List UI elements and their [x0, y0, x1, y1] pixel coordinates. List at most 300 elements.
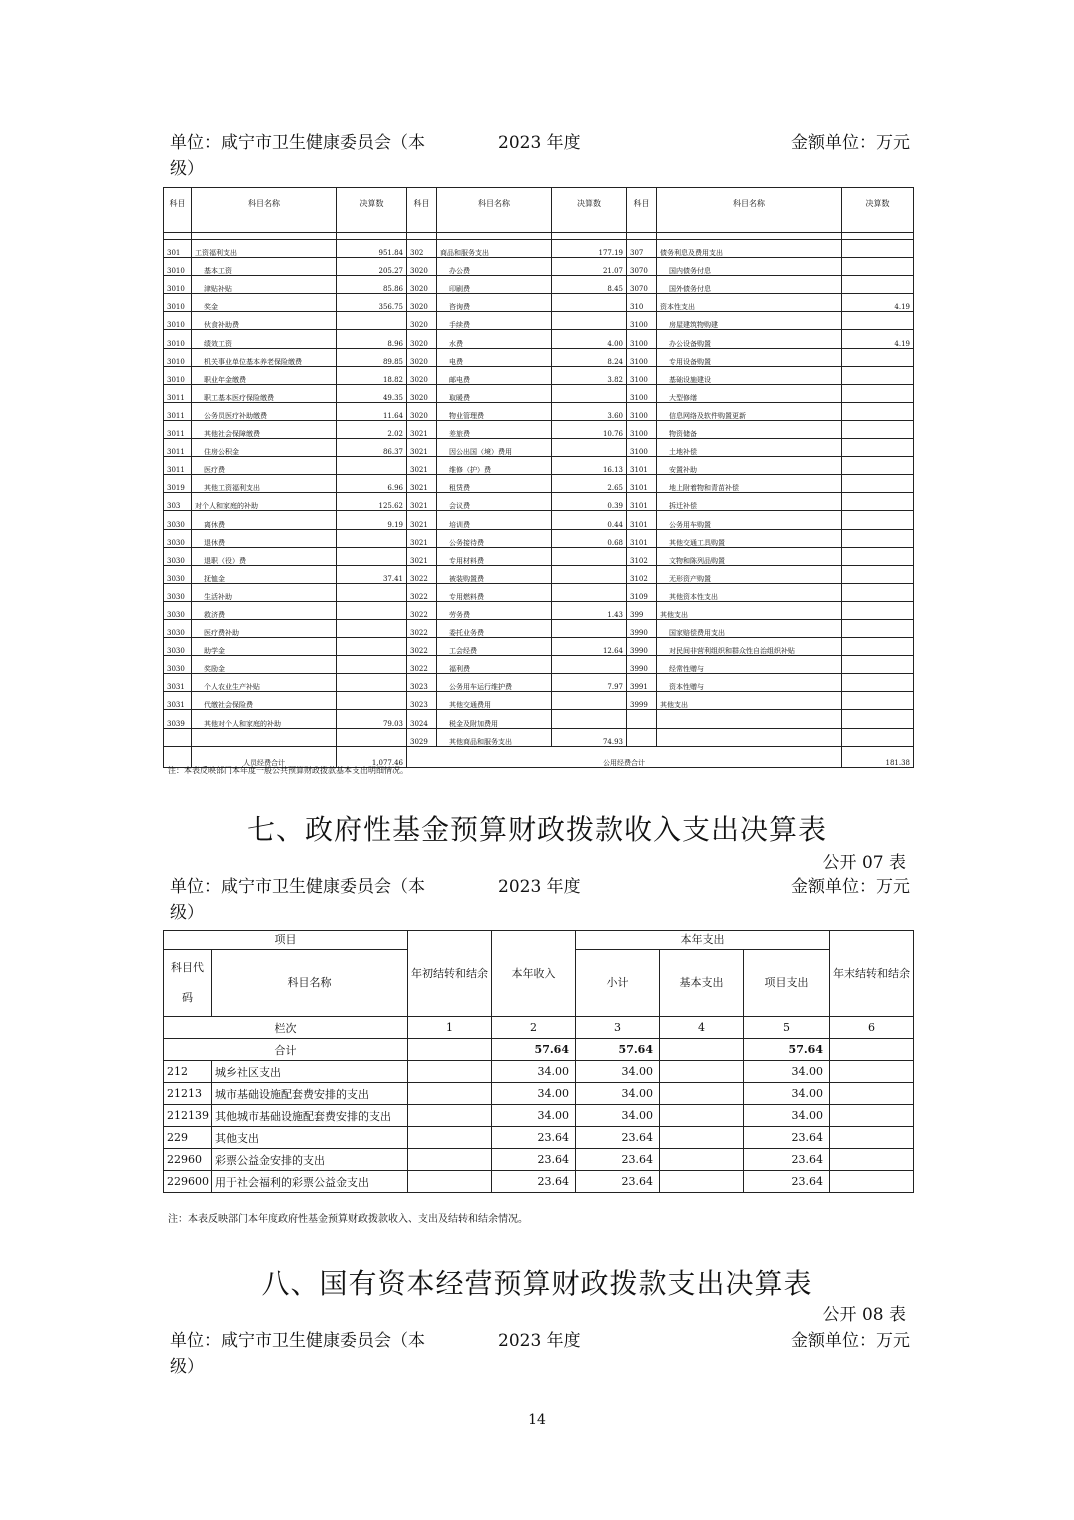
table-cell: 37.41 — [337, 565, 407, 583]
table-cell-name: 彩票公益金安排的支出 — [212, 1149, 408, 1171]
table-row — [164, 601, 914, 619]
table-cell: 310 — [627, 294, 657, 312]
table-cell — [337, 529, 407, 547]
table-cell: 205.27 — [337, 258, 407, 276]
table-cell: 其他社会保障缴费 — [192, 420, 337, 438]
table-cell: 取暖费 — [437, 384, 552, 402]
table-cell: 印刷费 — [437, 276, 552, 294]
table-cell: 劳务费 — [437, 601, 552, 619]
table-cell: 3102 — [627, 565, 657, 583]
table-cell-project: 34.00 — [744, 1061, 830, 1083]
column-number-row — [164, 1017, 914, 1039]
header-project-exp: 项目支出 — [744, 950, 830, 1017]
total-basic — [660, 1039, 744, 1061]
table-cell: 专用材料费 — [437, 547, 552, 565]
table-cell: 3030 — [164, 601, 192, 619]
table-cell: 退休费 — [192, 529, 337, 547]
table-cell: 3010 — [164, 330, 192, 348]
spacer-cell — [337, 233, 407, 240]
table-cell: 3020 — [407, 384, 437, 402]
header-cell: 科目 — [407, 188, 437, 233]
table-cell: 3010 — [164, 294, 192, 312]
table-cell: 退职（役）费 — [192, 547, 337, 565]
header-name: 科目名称 — [212, 950, 408, 1017]
table-cell: 1.43 — [552, 601, 627, 619]
table-cell: 抚恤金 — [192, 565, 337, 583]
table-cell-end — [830, 1127, 914, 1149]
table-cell-code: 229 — [164, 1127, 212, 1149]
spacer-cell — [192, 233, 337, 240]
unit-label-cont: 级） — [170, 159, 204, 179]
table-cell — [842, 692, 914, 710]
table-cell: 303 — [164, 493, 192, 511]
table-cell: 3011 — [164, 402, 192, 420]
spacer-cell — [437, 233, 552, 240]
table-cell — [337, 312, 407, 330]
table-cell — [842, 638, 914, 656]
table-cell: 3020 — [407, 258, 437, 276]
table-cell: 3023 — [407, 692, 437, 710]
table-cell: 89.85 — [337, 348, 407, 366]
table-cell: 3070 — [627, 258, 657, 276]
table-cell: 水费 — [437, 330, 552, 348]
table-cell: 3100 — [627, 402, 657, 420]
table-cell-basic — [660, 1171, 744, 1193]
table-cell: 3030 — [164, 547, 192, 565]
table-cell — [842, 619, 914, 637]
unit-label-cont: 级） — [170, 1357, 204, 1377]
table-cell: 3020 — [407, 348, 437, 366]
table-cell: 培训费 — [437, 511, 552, 529]
table-cell — [552, 656, 627, 674]
table-cell — [842, 276, 914, 294]
table-cell-subtotal: 23.64 — [576, 1149, 660, 1171]
table-cell: 3101 — [627, 511, 657, 529]
header-cell: 科目名称 — [657, 188, 842, 233]
table-cell: 3021 — [407, 420, 437, 438]
table-cell: 电费 — [437, 348, 552, 366]
table-cell: 职工基本医疗保险缴费 — [192, 384, 337, 402]
table-cell: 公务接待费 — [437, 529, 552, 547]
table-cell: 机关事业单位基本养老保险缴费 — [192, 348, 337, 366]
table-cell: 301 — [164, 240, 192, 258]
col-label: 栏次 — [164, 1017, 408, 1039]
header-row-1 — [164, 931, 914, 950]
section7-title: 七、政府性基金预算财政拨款收入支出决算表 — [246, 813, 827, 846]
section7-table-no: 公开 07 表 — [822, 853, 906, 873]
table-row — [164, 240, 914, 258]
table-cell: 125.62 — [337, 493, 407, 511]
table-row — [164, 330, 914, 348]
table-cell: 奖励金 — [192, 656, 337, 674]
table-cell-project: 23.64 — [744, 1127, 830, 1149]
header-end-balance: 年末结转和结余 — [830, 931, 914, 1017]
table-cell: 0.44 — [552, 511, 627, 529]
table-cell: 3100 — [627, 312, 657, 330]
table-cell: 税金及附加费用 — [437, 710, 552, 728]
table-row — [164, 583, 914, 601]
table-cell — [552, 384, 627, 402]
table-cell: 委托业务费 — [437, 619, 552, 637]
table-row — [164, 1083, 914, 1105]
table-cell: 商品和服务支出 — [437, 240, 552, 258]
table-cell — [842, 258, 914, 276]
table-cell: 拆迁补偿 — [657, 493, 842, 511]
table-cell — [337, 601, 407, 619]
table-cell: 信息网络及软件购置更新 — [657, 402, 842, 420]
table-cell: 3030 — [164, 529, 192, 547]
table-row — [164, 312, 914, 330]
table-cell: 办公设备购置 — [657, 330, 842, 348]
header-cell: 决算数 — [842, 188, 914, 233]
table-cell: 救济费 — [192, 601, 337, 619]
table-cell: 文物和陈列品购置 — [657, 547, 842, 565]
table-cell: 其他资本性支出 — [657, 583, 842, 601]
table-cell — [164, 728, 192, 746]
table-row — [164, 1127, 914, 1149]
table-cell: 3030 — [164, 511, 192, 529]
header-cell: 科目名称 — [437, 188, 552, 233]
table-cell: 3021 — [407, 475, 437, 493]
total-row — [164, 1039, 914, 1061]
table-cell-basic — [660, 1149, 744, 1171]
table-cell: 物业管理费 — [437, 402, 552, 420]
table-cell-subtotal: 34.00 — [576, 1105, 660, 1127]
table-cell — [842, 384, 914, 402]
table-cell: 3.60 — [552, 402, 627, 420]
table-cell: 3990 — [627, 619, 657, 637]
table-cell: 租赁费 — [437, 475, 552, 493]
table-cell — [627, 710, 657, 728]
table-cell: 3021 — [407, 547, 437, 565]
table-cell — [842, 348, 914, 366]
table-cell-income: 23.64 — [492, 1127, 576, 1149]
table-cell: 因公出国（境）费用 — [437, 439, 552, 457]
total-begin — [408, 1039, 492, 1061]
table-cell: 邮电费 — [437, 366, 552, 384]
table-row — [164, 619, 914, 637]
table-cell: 3031 — [164, 674, 192, 692]
table-cell-end — [830, 1149, 914, 1171]
table-cell: 大型修缮 — [657, 384, 842, 402]
table-cell-project: 34.00 — [744, 1083, 830, 1105]
table-cell: 3100 — [627, 330, 657, 348]
table-cell — [337, 674, 407, 692]
table-cell: 国外债务付息 — [657, 276, 842, 294]
amount-unit: 金额单位：万元 — [791, 877, 910, 897]
table-cell: 工资福利支出 — [192, 240, 337, 258]
table-cell: 地上附着物和青苗补偿 — [657, 475, 842, 493]
table-cell-name: 城市基础设施配套费安排的支出 — [212, 1083, 408, 1105]
table-cell: 无形资产购置 — [657, 565, 842, 583]
table-row — [164, 439, 914, 457]
table-cell: 其他工资福利支出 — [192, 475, 337, 493]
table-cell: 74.93 — [552, 728, 627, 746]
total-subtotal: 57.64 — [576, 1039, 660, 1061]
table-cell: 49.35 — [337, 384, 407, 402]
table-cell: 3031 — [164, 692, 192, 710]
total-label: 合计 — [164, 1039, 408, 1061]
table-cell: 3024 — [407, 710, 437, 728]
table-cell: 8.45 — [552, 276, 627, 294]
table-cell: 3999 — [627, 692, 657, 710]
table-cell: 4.00 — [552, 330, 627, 348]
table-cell-code: 212139 — [164, 1105, 212, 1127]
table-cell: 3022 — [407, 619, 437, 637]
header-expense: 本年支出 — [576, 931, 830, 950]
table-cell: 奖金 — [192, 294, 337, 312]
table-cell-basic — [660, 1061, 744, 1083]
table-cell: 经常性赠与 — [657, 656, 842, 674]
table-cell-name: 其他城市基础设施配套费安排的支出 — [212, 1105, 408, 1127]
header-cell: 科目名称 — [192, 188, 337, 233]
table-cell: 3101 — [627, 493, 657, 511]
table-cell: 3022 — [407, 583, 437, 601]
table-cell-code: 212 — [164, 1061, 212, 1083]
table-cell — [552, 583, 627, 601]
table-cell — [842, 565, 914, 583]
table-row — [164, 547, 914, 565]
table-cell — [552, 547, 627, 565]
fiscal-year: 2023 年度 — [498, 1331, 581, 1351]
table-row — [164, 384, 914, 402]
table-cell-income: 34.00 — [492, 1105, 576, 1127]
total-project: 57.64 — [744, 1039, 830, 1061]
table-cell-project: 23.64 — [744, 1171, 830, 1193]
table2-note: 注：本表反映部门本年度政府性基金预算财政拨款收入、支出及结转和结余情况。 — [168, 1214, 528, 1225]
table-cell — [627, 728, 657, 746]
table-cell — [842, 402, 914, 420]
header-cell: 科目 — [627, 188, 657, 233]
spacer-cell — [407, 233, 437, 240]
table-cell-name: 其他支出 — [212, 1127, 408, 1149]
table-cell: 3010 — [164, 348, 192, 366]
table-cell: 2.02 — [337, 420, 407, 438]
table-row — [164, 420, 914, 438]
table-cell: 其他商品和服务支出 — [437, 728, 552, 746]
table-cell: 其他支出 — [657, 601, 842, 619]
amount-unit: 金额单位：万元 — [791, 133, 910, 153]
header-project: 项目 — [164, 931, 408, 950]
table-cell: 专用设备购置 — [657, 348, 842, 366]
table-cell: 6.96 — [337, 475, 407, 493]
table-row — [164, 493, 914, 511]
table-row — [164, 294, 914, 312]
table-row — [164, 1171, 914, 1193]
table-cell: 工会经费 — [437, 638, 552, 656]
table-cell: 3010 — [164, 312, 192, 330]
col-num: 2 — [492, 1017, 576, 1039]
table-cell — [842, 656, 914, 674]
table-cell: 助学金 — [192, 638, 337, 656]
spacer-cell — [552, 233, 627, 240]
table-cell-end — [830, 1061, 914, 1083]
total-personnel-value: 1,077.46 — [337, 746, 407, 767]
table-cell: 会议费 — [437, 493, 552, 511]
col-num: 5 — [744, 1017, 830, 1039]
table-cell: 国家赔偿费用支出 — [657, 619, 842, 637]
table-cell-code: 21213 — [164, 1083, 212, 1105]
table-cell: 3109 — [627, 583, 657, 601]
table-cell — [552, 619, 627, 637]
table-cell — [337, 728, 407, 746]
table-cell: 公务用车运行维护费 — [437, 674, 552, 692]
table-cell: 12.64 — [552, 638, 627, 656]
table-cell: 3010 — [164, 258, 192, 276]
header-subtotal: 小计 — [576, 950, 660, 1017]
col-num: 4 — [660, 1017, 744, 1039]
section8-table-no: 公开 08 表 — [822, 1305, 906, 1325]
table-cell: 3010 — [164, 276, 192, 294]
table-cell: 手续费 — [437, 312, 552, 330]
header-begin-balance: 年初结转和结余 — [408, 931, 492, 1017]
table-cell-basic — [660, 1105, 744, 1127]
table-cell: 基础设施建设 — [657, 366, 842, 384]
table-cell: 办公费 — [437, 258, 552, 276]
col-num: 6 — [830, 1017, 914, 1039]
table-cell — [337, 619, 407, 637]
table-cell-project: 34.00 — [744, 1105, 830, 1127]
table-cell: 3039 — [164, 710, 192, 728]
col-num: 1 — [408, 1017, 492, 1039]
table-cell: 85.86 — [337, 276, 407, 294]
table-cell — [657, 710, 842, 728]
table-cell: 10.76 — [552, 420, 627, 438]
table-cell — [337, 692, 407, 710]
table-row — [164, 1149, 914, 1171]
table-cell-income: 34.00 — [492, 1083, 576, 1105]
table-cell: 3101 — [627, 529, 657, 547]
unit-label: 单位：咸宁市卫生健康委员会（本 — [170, 133, 425, 153]
amount-unit: 金额单位：万元 — [791, 1331, 910, 1351]
total-row — [164, 746, 914, 767]
table-cell-code: 22960 — [164, 1149, 212, 1171]
table-cell — [842, 583, 914, 601]
table-cell: 3022 — [407, 601, 437, 619]
total-personnel-label: 人员经费合计 — [192, 746, 337, 767]
table-cell-income: 34.00 — [492, 1061, 576, 1083]
table-row — [164, 710, 914, 728]
table-cell: 8.24 — [552, 348, 627, 366]
table-cell — [337, 638, 407, 656]
table-cell: 资本性支出 — [657, 294, 842, 312]
table-cell: 21.07 — [552, 258, 627, 276]
table-cell: 177.19 — [552, 240, 627, 258]
table-cell: 3020 — [407, 366, 437, 384]
header-income: 本年收入 — [492, 931, 576, 1017]
table-cell-basic — [660, 1083, 744, 1105]
table-cell: 3011 — [164, 420, 192, 438]
table-cell: 4.19 — [842, 330, 914, 348]
table-cell — [842, 312, 914, 330]
table-cell: 3021 — [407, 493, 437, 511]
table-cell — [842, 710, 914, 728]
table-row — [164, 1105, 914, 1127]
table-cell: 356.75 — [337, 294, 407, 312]
table-cell: 安置补助 — [657, 457, 842, 475]
spacer-cell — [627, 233, 657, 240]
table-cell — [842, 366, 914, 384]
table-cell: 3100 — [627, 366, 657, 384]
table-cell: 3101 — [627, 475, 657, 493]
table-cell-subtotal: 34.00 — [576, 1061, 660, 1083]
fiscal-year: 2023 年度 — [498, 877, 581, 897]
table-cell — [552, 312, 627, 330]
table-cell — [552, 439, 627, 457]
table-cell: 3100 — [627, 420, 657, 438]
table-cell: 伙食补助费 — [192, 312, 337, 330]
table-row — [164, 457, 914, 475]
table-cell: 其他支出 — [657, 692, 842, 710]
table-cell: 8.96 — [337, 330, 407, 348]
table-cell-end — [830, 1083, 914, 1105]
table-cell: 国内债务付息 — [657, 258, 842, 276]
spacer-cell — [164, 233, 192, 240]
header-code: 科目代码 — [164, 950, 212, 1017]
table-cell: 3019 — [164, 475, 192, 493]
table-cell: 3022 — [407, 638, 437, 656]
table-cell: 3023 — [407, 674, 437, 692]
unit-label-cont: 级） — [170, 903, 204, 923]
table-cell: 3020 — [407, 330, 437, 348]
table-row — [164, 565, 914, 583]
table-cell-subtotal: 23.64 — [576, 1171, 660, 1193]
table-cell: 公务用车购置 — [657, 511, 842, 529]
table-cell-end — [830, 1105, 914, 1127]
table-cell: 其他对个人和家庭的补助 — [192, 710, 337, 728]
table-row — [164, 276, 914, 294]
table-cell: 离休费 — [192, 511, 337, 529]
table-cell: 3020 — [407, 312, 437, 330]
page-number: 14 — [528, 1412, 546, 1428]
table-row — [164, 258, 914, 276]
table-cell: 其他交通费用 — [437, 692, 552, 710]
table-cell: 债务利息及费用支出 — [657, 240, 842, 258]
table-cell: 医疗费补助 — [192, 619, 337, 637]
table-cell: 79.03 — [337, 710, 407, 728]
table-header-row — [164, 188, 914, 233]
table-cell: 3022 — [407, 565, 437, 583]
table-cell — [552, 710, 627, 728]
table-cell: 2.65 — [552, 475, 627, 493]
table-row — [164, 402, 914, 420]
table-cell: 物资储备 — [657, 420, 842, 438]
table-cell: 咨询费 — [437, 294, 552, 312]
table-cell: 3020 — [407, 402, 437, 420]
table-row — [164, 511, 914, 529]
table-cell-project: 23.64 — [744, 1149, 830, 1171]
table-cell — [552, 692, 627, 710]
table-cell: 3030 — [164, 656, 192, 674]
table-cell — [842, 493, 914, 511]
table-cell: 绩效工资 — [192, 330, 337, 348]
table-cell-begin — [408, 1105, 492, 1127]
table-cell: 7.97 — [552, 674, 627, 692]
table-cell: 16.13 — [552, 457, 627, 475]
table-cell-subtotal: 23.64 — [576, 1127, 660, 1149]
header-basic: 基本支出 — [660, 950, 744, 1017]
table-cell: 3990 — [627, 656, 657, 674]
table-cell-name: 用于社会福利的彩票公益金支出 — [212, 1171, 408, 1193]
table1-note: 注：本表反映部门本年度一般公共预算财政拨款基本支出明细情况。 — [168, 766, 408, 775]
total-income: 57.64 — [492, 1039, 576, 1061]
table-cell: 代缴社会保险费 — [192, 692, 337, 710]
table-cell: 专用燃料费 — [437, 583, 552, 601]
gov-fund-table — [163, 930, 914, 1193]
table-cell — [842, 475, 914, 493]
section8-title: 八、国有资本经营预算财政拨款支出决算表 — [261, 1267, 813, 1300]
table-cell — [657, 728, 842, 746]
